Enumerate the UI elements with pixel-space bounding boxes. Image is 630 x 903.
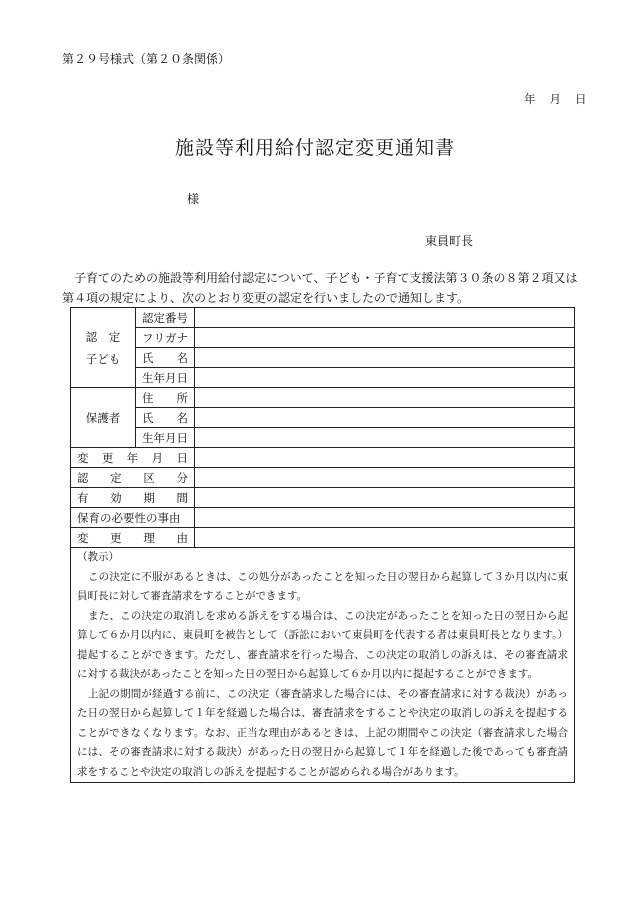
guardian-name-value[interactable] (195, 408, 575, 428)
issue-date (524, 91, 587, 107)
child-group-line1: 認 定 (85, 329, 121, 344)
guardian-address-label (136, 388, 195, 408)
appeal-paragraph: また、この決定の取消しを求める訴えをする場合は、この決定があったことを知った日の翌日から起算して６か月以内に、東員町を被告として（訴訟において東員町を代表する者は東員町長となります。）提起することができます。ただし、審査請求を行った場合、この決定の取消しの訴えは、その審査請求に対する裁決があったことを知った日の翌日から起算して６か月以内に提起することができます。 (77, 609, 568, 680)
row-label-text: 保育の必要性の事由 (77, 510, 181, 525)
childcare-need-reason-value[interactable] (195, 508, 575, 528)
table-row (71, 448, 575, 468)
guardian-group-label: 保護者 (71, 388, 136, 448)
row-label-text: フ リ ガ ナ (142, 330, 188, 345)
change-reason-label (71, 528, 195, 548)
validity-period-label (71, 488, 195, 508)
certification-table (70, 307, 575, 783)
row-label-text: 氏 名 (142, 410, 188, 425)
table-row (71, 508, 575, 528)
table-row (71, 468, 575, 488)
child-birthdate-value[interactable] (195, 368, 575, 388)
row-label-text: 生 年 月 日 (142, 370, 188, 385)
guardian-birthdate-value[interactable] (195, 428, 575, 448)
child-group-line2: 子ども (85, 351, 121, 366)
appeal-paragraph: この決定に不服があるときは、この処分があったことを知った日の翌日から起算して３か月以内に東員町長に対して審査請求をすることができます。 (77, 570, 568, 602)
child-certification-number-value[interactable] (195, 308, 575, 328)
recipient-suffix: 様 (187, 192, 200, 206)
validity-period-value[interactable] (195, 488, 575, 508)
table-row (71, 548, 575, 783)
child-furigana-value[interactable] (195, 328, 575, 348)
change-date-label (71, 448, 195, 468)
row-label-text: 変 更 理 由 (77, 530, 188, 545)
table-row (71, 388, 575, 408)
certification-category-label (71, 468, 195, 488)
table-row (71, 528, 575, 548)
row-label-text: 変 更 年 月 日 (77, 450, 188, 465)
child-group-label (71, 308, 136, 388)
row-label-text: 認 定 番 号 (142, 310, 188, 325)
intro-paragraph: 子育てのための施設等利用給付認定について、子ども・子育て支援法第３０条の８第２項又は第４項の規定により、次のとおり変更の認定を行いましたので通知します。 (62, 271, 578, 305)
row-label-text: 生 年 月 日 (142, 430, 188, 445)
row-label-text: 有 効 期 間 (77, 490, 188, 505)
row-label-text: 住 所 (142, 390, 188, 405)
child-furigana-label (136, 328, 195, 348)
table-row (71, 308, 575, 328)
guardian-address-value[interactable] (195, 388, 575, 408)
guardian-name-label (136, 408, 195, 428)
child-certification-number-label (136, 308, 195, 328)
date-year-label: 年 (524, 92, 536, 106)
table-row (71, 408, 575, 428)
row-label-text: 認 定 区 分 (77, 470, 188, 485)
date-day-label: 日 (575, 92, 587, 106)
change-date-value[interactable] (195, 448, 575, 468)
row-label-text: 氏 名 (142, 350, 188, 365)
appeal-instructions (71, 548, 575, 783)
table-row (71, 368, 575, 388)
guardian-birthdate-label (136, 428, 195, 448)
child-name-value[interactable] (195, 348, 575, 368)
table-row (71, 328, 575, 348)
childcare-need-reason-label (71, 508, 195, 528)
document-title: 施設等利用給付認定変更通知書 (174, 137, 455, 159)
table-row (71, 428, 575, 448)
certification-category-value[interactable] (195, 468, 575, 488)
appeal-instructions-heading: （教示） (77, 551, 119, 563)
child-birthdate-label (136, 368, 195, 388)
issuer-name: 東員町長 (425, 234, 474, 248)
date-month-label: 月 (549, 92, 561, 106)
table-row (71, 488, 575, 508)
form-number: 第２９号様式（第２０条関係） (62, 52, 231, 66)
table-row (71, 348, 575, 368)
change-reason-value[interactable] (195, 528, 575, 548)
child-name-label (136, 348, 195, 368)
appeal-paragraph: 上記の期間が経過する前に、この決定（審査請求した場合には、その審査請求に対する裁決）があった日の翌日から起算して１年を経過した場合は、審査請求をすることや決定の取消しの訴えを提起することができなくなります。なお、正当な理由があるときは、上記の期間やこの決定（審査請求した場合には、その審査請求に対する裁決）があった日の翌日から起算して１年を経過した後であっても審査請求をすることや決定の取消しの訴えを提起することが認められる場合があります。 (77, 687, 568, 778)
